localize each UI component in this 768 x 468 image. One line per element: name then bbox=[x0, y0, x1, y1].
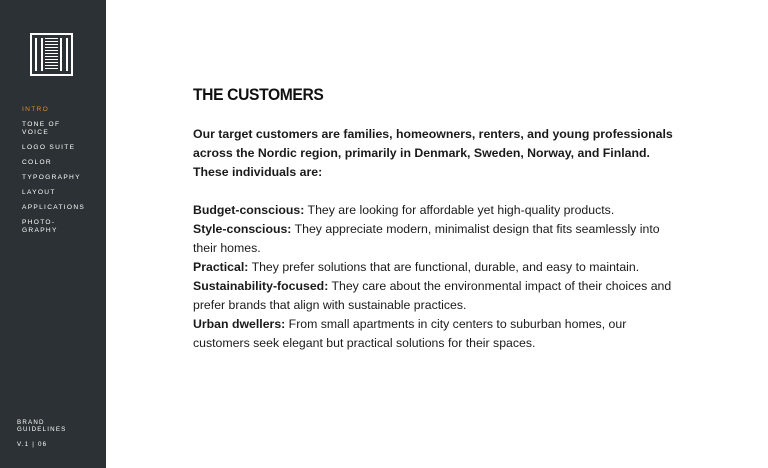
trait-text: They care about the environmental impact of their choices and prefer brands that align with sustainable practices. bbox=[193, 279, 672, 312]
nav-item-photography[interactable]: PHOTO- GRAPHY bbox=[22, 219, 58, 234]
brand-guidelines-label: BRAND GUIDELINES bbox=[17, 419, 67, 433]
nav-item-layout[interactable]: LAYOUT bbox=[22, 189, 56, 196]
page-title: THE CUSTOMERS bbox=[193, 85, 324, 104]
trait-item bbox=[193, 277, 683, 315]
trait-text: They appreciate modern, minimalist design that fits seamlessly into their homes. bbox=[193, 222, 660, 255]
nav-item-color[interactable]: COLOR bbox=[22, 159, 52, 166]
customer-traits-list bbox=[193, 201, 683, 353]
trait-term: Budget-conscious: bbox=[193, 203, 305, 217]
trait-term: Practical: bbox=[193, 260, 249, 274]
nav-item-logo-suite[interactable]: LOGO SUITE bbox=[22, 144, 76, 151]
trait-term: Sustainability-focused: bbox=[193, 279, 329, 293]
trait-item bbox=[193, 315, 683, 353]
trait-term: Urban dwellers: bbox=[193, 317, 286, 331]
nav-item-applications[interactable]: APPLICATIONS bbox=[22, 204, 86, 211]
sidebar bbox=[0, 0, 106, 468]
trait-term: Style-conscious: bbox=[193, 222, 292, 236]
trait-item bbox=[193, 220, 683, 258]
trait-item bbox=[193, 258, 683, 277]
intro-paragraph: Our target customers are families, homeowners, renters, and young professionals across the Nordic region, primarily in Denmark, Sweden, Norway, and Finland. These individuals are: bbox=[193, 127, 673, 179]
trait-text: From small apartments in city centers to suburban homes, our customers seek elegant but practical solutions for their spaces. bbox=[193, 317, 627, 350]
nav-item-typography[interactable]: TYPOGRAPHY bbox=[22, 174, 81, 181]
trait-text: They prefer solutions that are functional, durable, and easy to maintain. bbox=[248, 260, 640, 274]
nav-item-tone-of-voice[interactable]: TONE OF VOICE bbox=[22, 121, 61, 136]
trait-item bbox=[193, 201, 683, 220]
brand-logo-icon bbox=[30, 33, 73, 76]
nav-item-intro[interactable]: INTRO bbox=[22, 106, 50, 113]
trait-text: They are looking for affordable yet high-quality products. bbox=[304, 203, 615, 217]
sidebar-nav bbox=[22, 106, 85, 242]
version-page-label: V.1 | 06 bbox=[17, 441, 48, 448]
